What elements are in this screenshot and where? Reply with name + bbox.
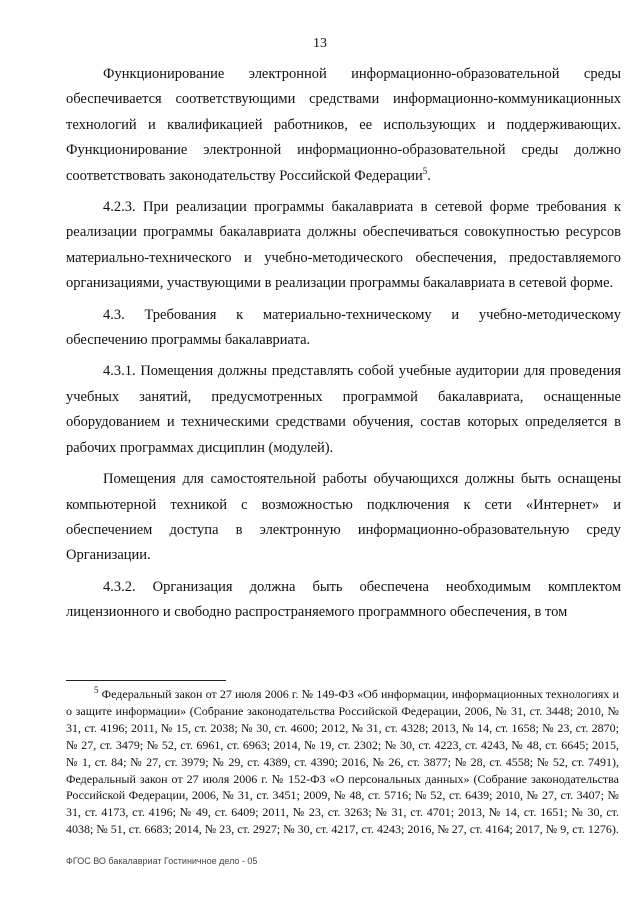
page-footer: ФГОС ВО бакалавриат Гостиничное дело - 05: [66, 856, 258, 866]
paragraph-1: [66, 62, 621, 189]
footnote-marker: 5: [94, 685, 99, 695]
paragraph-self-study-rooms: Помещения для самостоятельной работы обучающихся должны быть оснащены компьютерной техникой с возможностью подключения к сети «Интернет» и обеспечением доступа в электронную информационно-образовательную среду Организации.: [66, 471, 621, 564]
paragraph-4-3: 4.3. Требования к материально-техническому и учебно-методическому обеспечению программы бакалавриата.: [66, 306, 621, 349]
paragraph-1-tail: .: [427, 167, 431, 184]
document-body: [66, 62, 621, 632]
footnote-divider: [66, 680, 226, 681]
footnote-ref-5[interactable]: 5: [422, 165, 428, 176]
page-number: 13: [313, 36, 327, 51]
paragraph-4-3-2: 4.3.2. Организация должна быть обеспечена необходимым комплектом лицензионного и свободно распространяемого программного обеспечения, в том: [66, 578, 621, 621]
paragraph-4-3-1: 4.3.1. Помещения должны представлять собой учебные аудитории для проведения учебных занятий, предусмотренных программой бакалавриата, оснащенные оборудованием и техническими средствами обучения, состав которых определяется в рабочих программах дисциплин (модулей).: [66, 363, 621, 456]
paragraph-1-text: Функционирование электронной информационно-образовательной среды обеспечивается соответствующими средствами информационно-коммуникационных технологий и квалификацией работников, ее использующих и поддерживающих. Функционирование электронной информационно-образовательной среды должно соответствовать законодательству Российской Федерации: [66, 66, 621, 184]
footnote-5: [66, 686, 619, 838]
paragraph-4-2-3: 4.2.3. При реализации программы бакалавриата в сетевой форме требования к реализации программы бакалавриата должны обеспечиваться совокупностью ресурсов материально-технического и учебно-методического обеспечения, предоставляемого организациями, участвующими в реализации программы бакалавриата в сетевой форме.: [66, 199, 621, 292]
footnote-text: Федеральный закон от 27 июля 2006 г. № 149-ФЗ «Об информации, информационных технологиях и о защите информации» (Собрание законодательства Российской Федерации, 2006, № 31, ст. 3448; 2010, № 31, ст. 4196; 2011, № 15, ст. 2038; № 30, ст. 4600; 2012, № 31, ст. 4328; 2013, № 14, ст. 1658; № 23, ст. 2870; № 27, ст. 3479; № 52, ст. 6961, ст. 6963; 2014, № 19, ст. 2302; № 30, ст. 4223, ст. 4243, № 48, ст. 6645; 2015, № 1, ст. 84; № 27, ст. 3979; № 29, ст. 4389, ст. 4390; 2016, № 26, ст. 3877; № 28, ст. 4558; № 52, ст. 7491), Федеральный закон от 27 июля 2006 г. № 152-ФЗ «О персональных данных» (Собрание законодательства Российской Федерации, 2006, № 31, ст. 3451; 2009, № 48, ст. 5716; № 52, ст. 6439; 2010, № 27, ст. 3407; № 31, ст. 4173, ст. 4196; № 49, ст. 6409; 2011, № 23, ст. 3263; № 31, ст. 4701; 2013, № 14, ст. 1651; № 30, ст. 4038; № 51, ст. 6683; 2014, № 23, ст. 2927; № 30, ст. 4217, ст. 4243; 2016, № 27, ст. 4164; 2017, № 9, ст. 1276).: [66, 687, 619, 837]
